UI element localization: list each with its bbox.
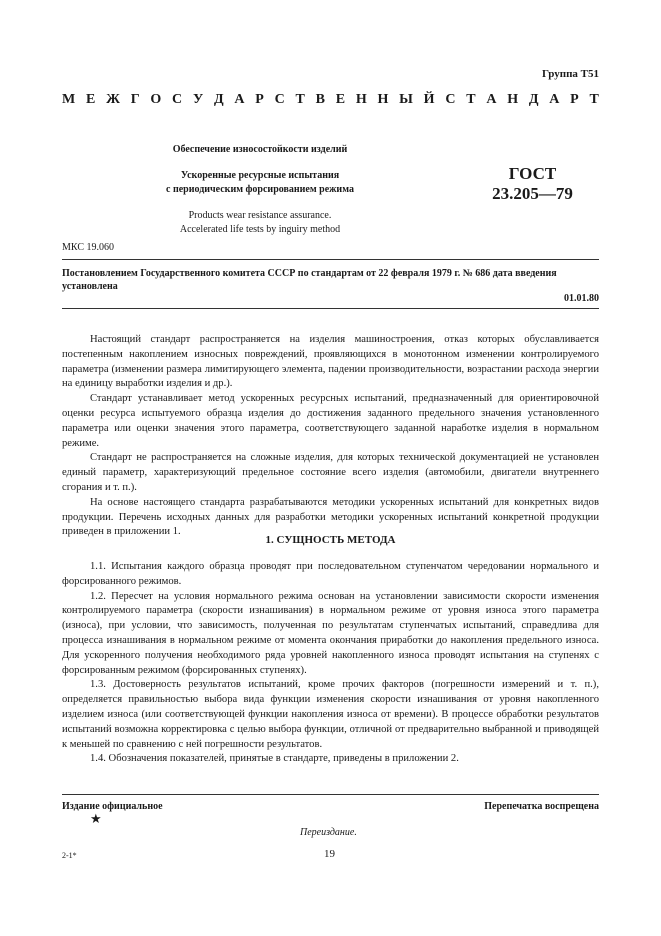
- banner-letter: Т: [589, 92, 599, 107]
- banner-letter: У: [192, 92, 204, 107]
- paragraph: 1.3. Достоверность результатов испытаний, кроме прочих факторов (погрешности измерений и т. п.), определяется правильностью выбора вида функции изменения скорости изнашивания от уровня накопленного изделием износа (или соответствующей функции накопления износа от времени). В процессе обработки результатов испытаний возможна корректировка с целью выбора функции, отличной от предварительно выбранной и приводящей к меньшей по сравнению с ней погрешности результатов.: [62, 679, 599, 750]
- banner-letter: Ж: [106, 92, 120, 107]
- title-line: Обеспечение износостойкости изделий: [172, 144, 348, 155]
- divider: [62, 259, 599, 260]
- banner-letter: Ы: [399, 92, 413, 107]
- divider: [62, 308, 599, 309]
- page-number: 19: [324, 848, 335, 860]
- divider: [62, 794, 599, 795]
- banner-letter: Т: [295, 92, 305, 107]
- banner-letter: Е: [335, 92, 346, 107]
- banner-letter: Р: [570, 92, 579, 107]
- standard-banner: [62, 92, 599, 108]
- title-line: Ускоренные ресурсные испытания: [180, 170, 340, 181]
- banner-letter: Н: [507, 92, 519, 107]
- document-title: [130, 143, 390, 237]
- star-icon: ★: [90, 811, 102, 826]
- paragraph: 1.4. Обозначения показателей, принятые в стандарте, приведены в приложении 2.: [90, 753, 459, 765]
- reprint-notice: Перепечатка воспрещена: [484, 801, 599, 812]
- banner-letter: А: [234, 92, 245, 107]
- banner-letter: Г: [130, 92, 140, 107]
- paragraph: На основе настоящего стандарта разрабатываются методики ускоренных испытаний для конкретных видов продукции. Перечень исходных данных для разработки методики ускоренных испытаний конкретной продукции приведен в приложении 1.: [62, 496, 599, 538]
- banner-letter: Т: [466, 92, 476, 107]
- paragraph: Настоящий стандарт распространяется на изделия машиностроения, отказ которых обуславливается постепенным накоплением износных повреждений, проявляющихся в монотонном изменении контролируемого параметра (изменении размера лимитирующего элемента, падении производительности, возрастании расхода энергии на единицу выработки изделия и др.).: [62, 334, 599, 390]
- decree-text: Постановлением Государственного комитета СССР по стандартам от 22 февраля 1979 г. № 686 дата введения установлена: [62, 268, 557, 292]
- gost-label: ГОСТ: [508, 164, 557, 183]
- banner-letter: В: [315, 92, 325, 107]
- banner-letter: Д: [528, 92, 539, 107]
- banner-letter: С: [172, 92, 183, 107]
- paragraph: 1.2. Пересчет на условия нормального режима основан на установлении зависимости скорости изменения контролируемого параметра (скорости изнашивания) в нормальном режиме от уровня износа этого параметра (износа), при условии, что зависимость, полученная по результатам ступенчатых испытаний, справедлива для процесса изнашивания в нормальном режиме от момента окончания приработки до накопления предельного износа. Для ускоренного получения необходимого ряда уровней накопленного износа проводят испытания на ступенях с форсированным режимом (форсированных ступенях).: [62, 590, 599, 676]
- edition-label: Издание официальное: [62, 801, 163, 812]
- paragraph: Стандарт не распространяется на сложные изделия, для которых технической документацией не установлен единый параметр, характеризующий предельное состояние всего изделия (автомобили, двигатели внутреннего сгорания и т. п.).: [62, 452, 599, 493]
- banner-letter: Е: [85, 92, 96, 107]
- title-english: Products wear resistance assurance.: [188, 210, 332, 221]
- banner-letter: С: [445, 92, 456, 107]
- effective-date: 01.01.80: [564, 293, 599, 304]
- banner-letter: А: [549, 92, 560, 107]
- banner-letter: Й: [423, 92, 435, 107]
- banner-letter: О: [150, 92, 162, 107]
- intro-text: [62, 333, 599, 540]
- mks-code: МКС 19.060: [62, 242, 114, 253]
- banner-letter: Н: [377, 92, 389, 107]
- print-code: 2-1*: [62, 851, 77, 860]
- banner-letter: Д: [213, 92, 224, 107]
- gost-designation: [470, 164, 595, 204]
- section-text: [62, 560, 599, 767]
- group-code: Группа Т51: [541, 68, 599, 80]
- paragraph: Стандарт устанавливает метод ускоренных ресурсных испытаний, предназначенный для ориентировочной оценки ресурса испытуемого образца изделия до достижения заданного предельного значения установленного параметра или оценки значения этого параметра, соответствующего заданной наработке изделия в нормальном режиме.: [62, 393, 599, 449]
- banner-letter: А: [486, 92, 497, 107]
- section-heading: 1. СУЩНОСТЬ МЕТОДА: [265, 534, 396, 546]
- banner-letter: Н: [355, 92, 367, 107]
- banner-letter: Р: [255, 92, 264, 107]
- title-line: с периодическим форсированием режима: [166, 184, 354, 195]
- banner-letter: М: [62, 92, 76, 107]
- paragraph: 1.1. Испытания каждого образца проводят при последовательном ступенчатом чередовании нормального и форсированного режимов.: [62, 561, 599, 587]
- title-english: Accelerated life tests by inguiry method: [179, 224, 341, 235]
- reissue-note: Переиздание.: [300, 827, 357, 838]
- gost-number: 23.205—79: [492, 184, 573, 203]
- banner-letter: С: [274, 92, 285, 107]
